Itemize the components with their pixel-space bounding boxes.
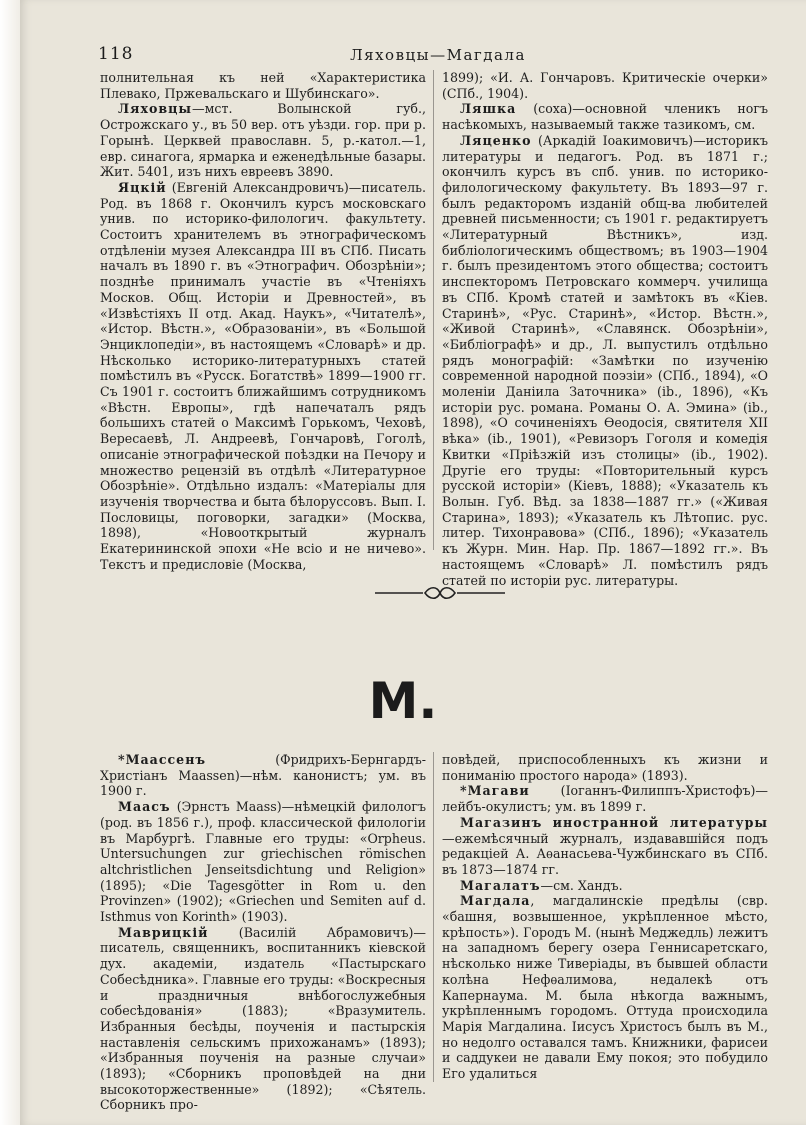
entry-headword: Магдала (460, 893, 531, 909)
entry-yatskiy: Яцкій (Евгеній Александровичъ)—писатель. Род. въ 1868 г. Окончилъ курсъ московскаго унив. по историко-филологич. факультету. Состоитъ хранителемъ въ этнографическомъ отдѣленіи музея Александра III въ СПб. Писать началъ въ 1890 г. въ «Этнографич. Обозрѣніи»; позднѣе принималъ участіе въ «Чтеніяхъ Москов. Общ. Исторіи и Древностей», въ «Извѣстіяхъ II отд. Акад. Наукъ», «Читателѣ», «Истор. Вѣстн.», «Образованіи», въ «Большой Энциклопедіи», въ настоящемъ «Словарѣ» и др. Нѣсколько историко-литературныхъ статей помѣстилъ въ «Русск. Богатствѣ» 1899—1900 гг. Съ 1901 г. состоитъ ближайшимъ сотрудникомъ «Вѣстн. Европы», гдѣ напечаталъ рядъ большихъ статей о Максимѣ Горькомъ, Чеховѣ, Вересаевѣ, Л. Андреевѣ, Гончаровѣ, Гоголѣ, описаніе этнографической поѣздки на Печору и множество рецензій въ отдѣлѣ «Литературное Обозрѣніе». Отдѣльно издалъ: «Матеріалы для изученія творчества и быта бѣлоруссовъ. Вып. I. Пословицы, поговорки, загадки» (Москва, 1898), «Новооткрытый журналъ Екатерининской эпохи «Не всіо и не ничево». Текстъ и предисловіе (Москва, (100, 179, 426, 572)
entry-magazin: Магазинъ иностранной литературы—ежемѣсячный журналъ, издававшійся подъ редакціей А. Аѳанасьева-Чужбинскаго въ СПб. въ 1873—1874 гг. (442, 814, 768, 877)
entry-continuation: повѣдей, приспособленныхъ къ жизни и пониманію простого народа» (1893). (442, 752, 768, 783)
top-right-column (442, 70, 768, 588)
entry-headword: Ляценко (460, 132, 532, 148)
entry-maas: Маасъ (Эрнстъ Maass)—нѣмецкій филологъ (род. въ 1856 г.), проф. классической филологіи въ Марбургѣ. Главные его труды: «Orpheus. Untersuchungen zur griechischen römischen altchristlichen Jenseitsdichtung und Religion» (1895); «Die Tagesgötter in Rom u. den Provinzen» (1902); «Griechen und Semiten auf d. Isthmus von Korinth» (1903). (100, 799, 426, 925)
scan-edge (0, 0, 20, 1125)
entry-magdala: Магдала, магдалинскіе предѣлы (свр. «башня, возвышенное, укрѣпленное мѣсто, крѣпость»). Городъ М. (нынѣ Меджедль) лежитъ на западномъ берегу озера Геннисаретскаго, нѣсколько ниже Тиверіады, въ бывшей области колѣна Нефѳалимова, недалекѣ отъ Капернаума. М. была нѣкогда важнымъ, укрѣпленнымъ городомъ. Оттуда происходила Марія Магдалина. Іисусъ Христосъ былъ въ М., но недолго оставался тамъ. Книжники, фарисеи и саддукеи не давали Ему покоя; это побудило Его удалиться (442, 893, 768, 1082)
entry-continuation: 1899); «И. А. Гончаровъ. Критическіе очерки» (СПб., 1904). (442, 70, 768, 101)
entry-magavi: *Магави (Іоганнъ-Филиппъ-Христофъ)—лейбъ-окулистъ; ум. въ 1899 г. (442, 783, 768, 815)
entry-headword: Ляшка (460, 101, 517, 117)
page-header (98, 44, 778, 66)
entry-headword: *Маассенъ (118, 752, 207, 767)
column-divider (433, 752, 434, 1082)
top-left-column (100, 70, 426, 572)
entry-maassen: *Маассенъ (Фридрихъ-Бернгардъ-Христіанъ Maassen)—нѣм. канонистъ; ум. въ 1900 г. (100, 752, 426, 799)
entry-lyakhovtsy: Ляховцы—мст. Волынской губ., Острожскаго у., въ 50 вер. отъ уѣзди. гор. при р. Горынѣ. Церквей православн. 5, р.-катол.—1, евр. синагога, ярмарка и еженедѣльные базары. Жит. 5401, изъ нихъ евреевъ 3890. (100, 101, 426, 180)
section-letter: M. (368, 672, 438, 730)
entry-headword: Яцкій (118, 179, 167, 195)
bottom-right-column (442, 752, 768, 1092)
running-title: Ляховцы—Магдала (350, 46, 526, 64)
entry-lyatsenko: Ляценко (Аркадій Іоакимовичъ)—историкъ литературы и педагогъ. Род. въ 1871 г.; окончилъ курсъ въ спб. унив. по историко-филологическому факультету. Въ 1893—97 г. былъ редакторомъ изданій общ-ва любителей древней письменности; съ 1901 г. редактируетъ «Литературный Вѣстникъ», изд. библіологическимъ обществомъ; въ 1903—1904 г. былъ президентомъ этого общества; состоитъ инспекторомъ Петровскаго коммерч. училища въ СПб. Кромѣ статей и замѣтокъ въ «Кіев. Старинѣ», «Рус. Старинѣ», «Истор. Вѣстн.», «Живой Старинѣ», «Славянск. Обозрѣніи», «Библіографѣ» и др., Л. выпустилъ отдѣльно рядъ монографій: «Замѣтки по изученію современной народной поэзіи» (СПб., 1894), «О моленіи Даніила Заточника» (ib., 1896), «Къ исторіи рус. романа. Романы О. А. Эмина» (ib., 1898), «О сочиненіяхъ Ѳеодосія, святителя XII вѣка» (ib., 1901), «Ревизоръ Гоголя и комедія Квитки «Пріѣзжій изъ столицы» (ib., 1902). Другіе его труды: «Повторительный курсъ русской исторіи» (Кіевъ, 1888); «Указатель къ Волын. Губ. Вѣд. за 1838—1887 гг.» («Живая Старина», 1893); «Указатель къ Лѣтопис. рус. литер. Тихонравова» (СПб., 1896); «Указатель къ Журн. Мин. Нар. Пр. 1867—1892 гг.». Въ настоящемъ «Словарѣ» Л. помѣстилъ рядъ статей по исторіи рус. литературы. (442, 132, 768, 588)
entry-continuation: полнительная къ ней «Характеристика Плевако, Пржевальскаго и Шубинскаго». (100, 70, 426, 101)
section-ornament (375, 583, 505, 603)
entry-headword: Маврицкій (118, 924, 209, 940)
bottom-left-column (100, 752, 426, 1113)
entry-headword: Маасъ (118, 799, 171, 815)
entry-lyashka: Ляшка (соха)—основной членикъ ногъ насѣкомыхъ, называемый также тазикомъ, см. (442, 101, 768, 133)
entry-headword: *Магави (460, 783, 530, 799)
entry-headword: Магалатъ (460, 877, 541, 893)
entry-mavritskiy: Маврицкій (Василій Абрамовичъ)—писатель, священникъ, воспитанникъ кіевской дух. академіи, издатель «Пастырскаго Собесѣдника». Главные его труды: «Воскресныя и праздничныя внѣбогослужебныя собесѣдованія» (1883); «Вразумитель. Избранныя бесѣды, поученія и пастырскія наставленія сельскимъ прихожанамъ» (1893); «Избранныя поученія на разные случаи» (1893); «Сборникъ проповѣдей на дни высокоторжественные» (1892); «Сѣятель. Сборникъ про- (100, 924, 426, 1113)
entry-magalat: Магалатъ—см. Хандъ. (460, 877, 623, 893)
page-number: 118 (98, 44, 134, 64)
entry-headword: Магазинъ иностранной литературы (460, 814, 768, 830)
column-divider (433, 70, 434, 550)
entry-headword: Ляховцы (118, 101, 193, 117)
